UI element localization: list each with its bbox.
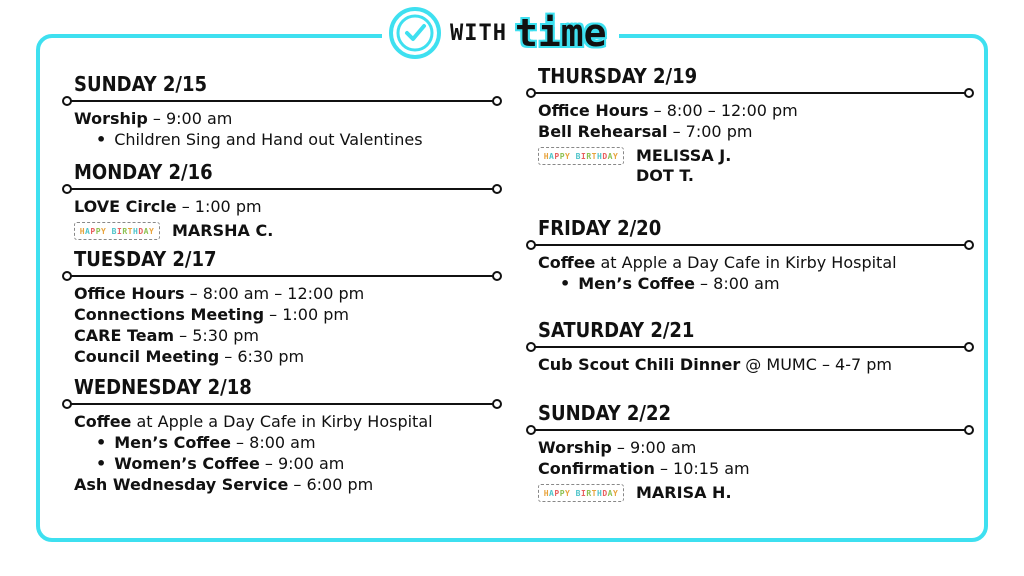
event-list <box>526 354 974 375</box>
divider-line <box>530 346 966 348</box>
event-subitem <box>74 432 502 453</box>
divider-dot-left <box>526 425 536 435</box>
event-name: LOVE Circle <box>74 197 177 216</box>
day-title: SUNDAY 2/15 <box>74 72 207 96</box>
birthday-names <box>636 146 731 186</box>
event-item <box>74 474 502 495</box>
day-divider <box>62 399 502 409</box>
day-section <box>526 64 974 186</box>
day-divider <box>62 271 502 281</box>
left-column <box>62 72 502 495</box>
event-detail: – 1:00 pm <box>264 305 349 324</box>
event-item <box>74 108 502 129</box>
divider-dot-right <box>492 184 502 194</box>
day-divider <box>526 240 974 250</box>
divider-dot-left <box>62 184 72 194</box>
event-detail: @ MUMC – 4-7 pm <box>740 355 893 374</box>
birthday-name: MARISA H. <box>636 483 732 502</box>
event-item <box>74 283 502 304</box>
birthday-name: MELISSA J. <box>636 146 732 165</box>
divider-dot-right <box>964 88 974 98</box>
event-name: Men’s Coffee <box>578 274 695 293</box>
event-item <box>74 304 502 325</box>
birthday-name: DOT T. <box>636 166 694 185</box>
event-subitem <box>74 129 502 150</box>
header-word-time: time <box>514 11 607 55</box>
event-detail: – 7:00 pm <box>667 122 753 141</box>
day-section <box>526 401 974 503</box>
event-name: Coffee <box>538 253 596 272</box>
day-title: FRIDAY 2/20 <box>538 216 662 240</box>
event-detail: – 6:00 pm <box>288 475 374 494</box>
event-name: Connections Meeting <box>74 305 265 324</box>
event-detail: – 8:00 – 12:00 pm <box>648 101 798 120</box>
birthday-row <box>538 483 974 503</box>
event-detail: – 9:00 am <box>259 454 345 473</box>
divider-dot-left <box>62 96 72 106</box>
day-section <box>62 375 502 495</box>
event-name: Office Hours <box>74 284 185 303</box>
divider-dot-right <box>964 425 974 435</box>
header-word-with: WITH <box>450 20 507 46</box>
day-title: SATURDAY 2/21 <box>538 318 695 342</box>
day-title: SUNDAY 2/22 <box>538 401 671 425</box>
event-item <box>538 252 974 273</box>
event-name: Coffee <box>74 412 132 431</box>
birthday-row <box>538 146 974 186</box>
divider-line <box>66 275 494 277</box>
event-detail: – 1:00 pm <box>176 197 262 216</box>
happy-birthday-banner-icon: H A P P Y B I R T H D A Y <box>538 147 624 165</box>
event-list <box>526 437 974 503</box>
right-column <box>526 64 974 503</box>
event-item <box>538 121 974 142</box>
happy-birthday-banner-icon: H A P P Y B I R T H D A Y <box>538 484 624 502</box>
event-list <box>526 252 974 294</box>
divider-dot-right <box>492 96 502 106</box>
event-item <box>74 346 502 367</box>
day-section <box>526 216 974 294</box>
event-detail: – 6:30 pm <box>219 347 305 366</box>
clock-check-icon <box>388 6 442 60</box>
event-list <box>526 100 974 186</box>
event-subitem <box>74 453 502 474</box>
divider-dot-right <box>492 399 502 409</box>
event-name: Men’s Coffee <box>114 433 231 452</box>
event-detail: – 10:15 am <box>654 459 750 478</box>
birthday-name: MARSHA C. <box>172 221 274 240</box>
divider-line <box>530 244 966 246</box>
event-name: Cub Scout Chili Dinner <box>538 355 741 374</box>
event-detail: – 9:00 am <box>611 438 697 457</box>
event-detail: – 5:30 pm <box>174 326 259 345</box>
divider-dot-left <box>526 88 536 98</box>
day-section <box>526 318 974 375</box>
event-item <box>538 354 974 375</box>
day-section <box>62 72 502 150</box>
event-item <box>74 411 502 432</box>
event-detail: at Apple a Day Cafe in Kirby Hospital <box>595 253 897 272</box>
event-detail: – 9:00 am <box>147 109 233 128</box>
event-item <box>74 196 502 217</box>
event-item <box>538 458 974 479</box>
event-name: Ash Wednesday Service <box>74 475 289 494</box>
divider-dot-right <box>492 271 502 281</box>
day-divider <box>526 342 974 352</box>
happy-birthday-banner-icon: H A P P Y B I R T H D A Y <box>74 222 160 240</box>
divider-line <box>66 100 494 102</box>
divider-dot-right <box>964 342 974 352</box>
event-name: Office Hours <box>538 101 649 120</box>
event-list <box>62 196 502 241</box>
event-name: Worship <box>74 109 148 128</box>
event-item <box>538 437 974 458</box>
day-divider <box>62 96 502 106</box>
event-item <box>74 325 502 346</box>
event-name: CARE Team <box>74 326 175 345</box>
day-section <box>62 160 502 241</box>
day-title: MONDAY 2/16 <box>74 160 213 184</box>
day-title: THURSDAY 2/19 <box>538 64 698 88</box>
event-list <box>62 411 502 495</box>
divider-line <box>530 429 966 431</box>
divider-line <box>66 188 494 190</box>
divider-line <box>530 92 966 94</box>
event-name: Women’s Coffee <box>114 454 260 473</box>
divider-dot-left <box>62 271 72 281</box>
birthday-row <box>74 221 502 241</box>
day-divider <box>526 425 974 435</box>
event-name: Council Meeting <box>74 347 220 366</box>
day-divider <box>526 88 974 98</box>
day-title: TUESDAY 2/17 <box>74 247 217 271</box>
event-detail: – 8:00 am – 12:00 pm <box>184 284 365 303</box>
event-detail: – 8:00 am <box>694 274 780 293</box>
event-list <box>62 283 502 367</box>
day-divider <box>62 184 502 194</box>
day-section <box>62 247 502 367</box>
header-logo <box>382 4 619 62</box>
birthday-names <box>636 483 732 503</box>
event-detail: Children Sing and Hand out Valentines <box>114 130 423 149</box>
event-subitem <box>538 273 974 294</box>
day-title: WEDNESDAY 2/18 <box>74 375 252 399</box>
event-name: Bell Rehearsal <box>538 122 668 141</box>
event-detail: at Apple a Day Cafe in Kirby Hospital <box>131 412 433 431</box>
event-list <box>62 108 502 150</box>
birthday-names <box>172 221 273 241</box>
event-item <box>538 100 974 121</box>
divider-dot-left <box>62 399 72 409</box>
divider-dot-left <box>526 342 536 352</box>
divider-dot-left <box>526 240 536 250</box>
event-name: Confirmation <box>538 459 655 478</box>
divider-line <box>66 403 494 405</box>
event-detail: – 8:00 am <box>230 433 316 452</box>
event-name: Worship <box>538 438 612 457</box>
divider-dot-right <box>964 240 974 250</box>
